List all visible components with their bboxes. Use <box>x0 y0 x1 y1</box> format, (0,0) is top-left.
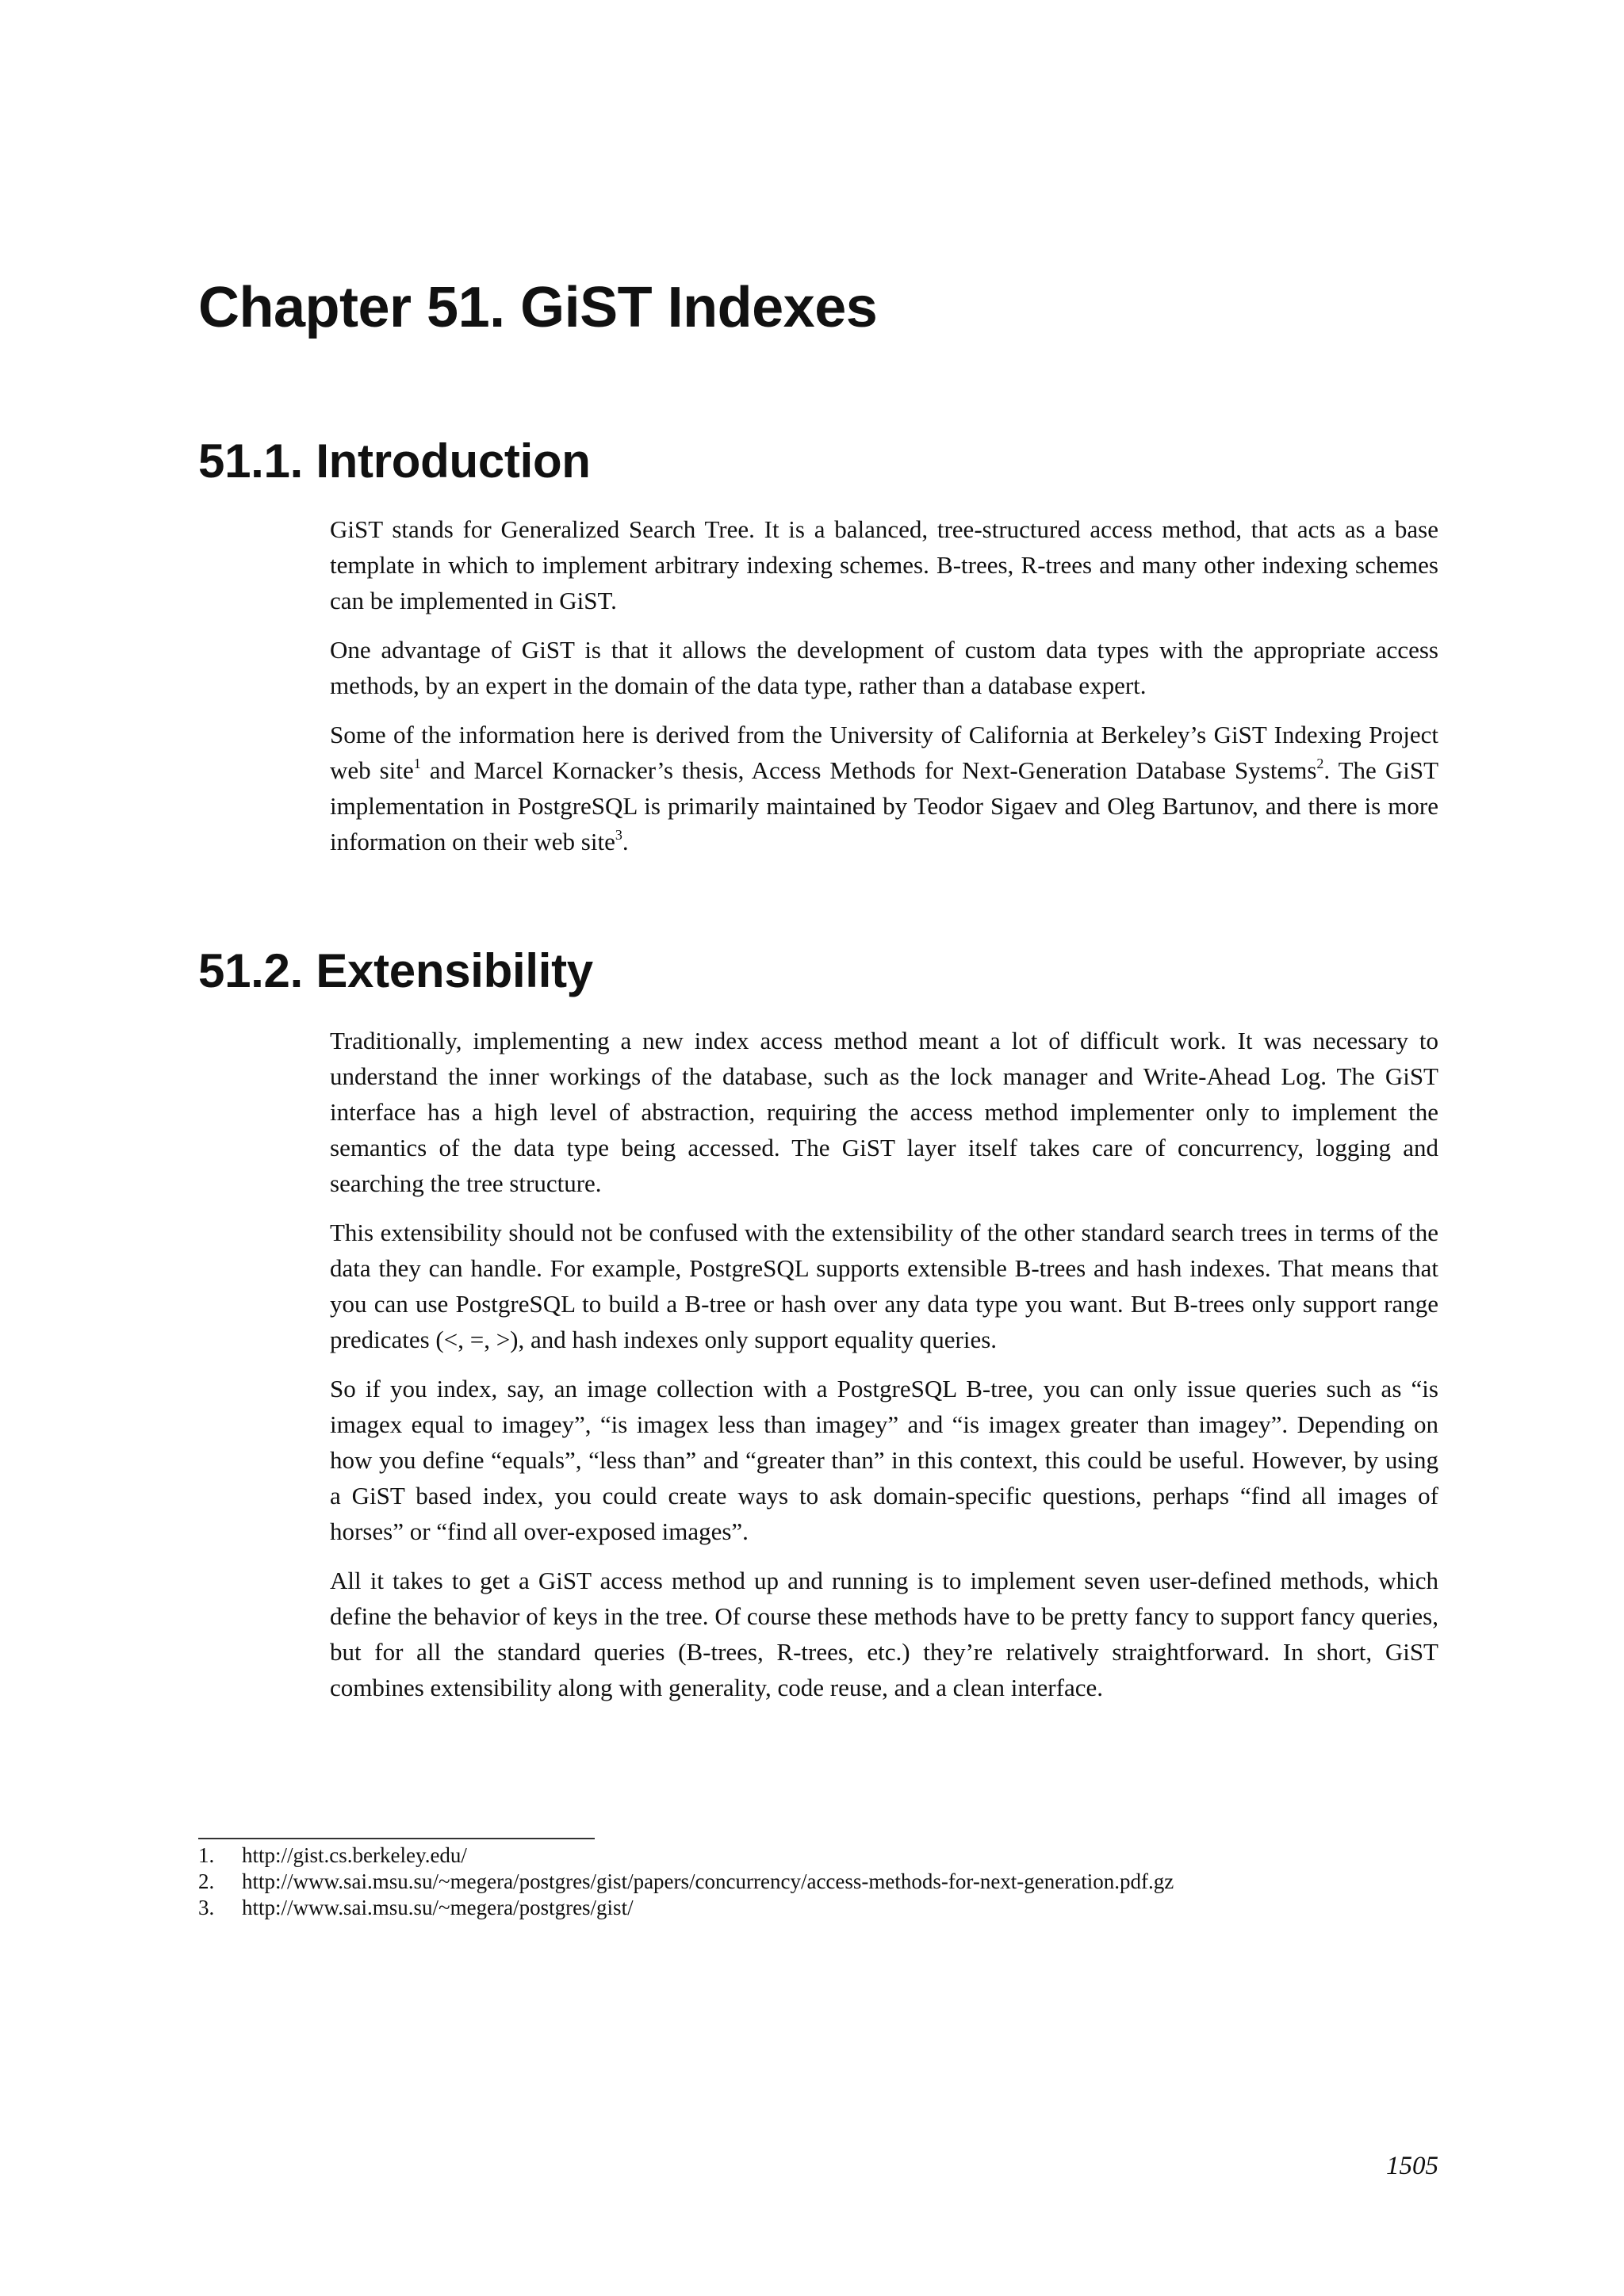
paragraph: So if you index, say, an image collection with a PostgreSQL B-tree, you can only issue queries such as “is imagex equal to imagey”, “is imagex less than imagey” and “is imagex greater than imagey”. Depending on how you define “equals”, “less than” and “greater than” in this context, this could be useful. However, by using a GiST based index, you could create ways to ask domain-specific questions, perhaps “find all images of horses” or “find all over-exposed images”. <box>330 1375 1438 1545</box>
footnote-number: 2. <box>198 1869 215 1893</box>
paragraph: All it takes to get a GiST access method up and running is to implement seven user-defined methods, which define the behavior of keys in the tree. Of course these methods have to be pretty fancy to support fancy queries, but for all the standard queries (B-trees, R-trees, etc.) they’re relatively straightforward. In short, GiST combines extensibility along with generality, code reuse, and a clean interface. <box>330 1567 1438 1701</box>
page-number: 1505 <box>1386 2152 1438 2180</box>
paragraph-text: . The GiST implementation in PostgreSQL is primarily maintained by Teodor Sigaev and Oleg Bartunov, and there is more information on their web site <box>330 756 1438 855</box>
footnote-ref-3[interactable]: 3 <box>615 826 622 843</box>
paragraph: Traditionally, implementing a new index access method meant a lot of difficult work. It was necessary to understand the inner workings of the database, such as the lock manager and Write-Ahead Log. The GiST interface has a high level of abstraction, requiring the access method implementer only to implement the semantics of the data type being accessed. The GiST layer itself takes care of concurrency, logging and searching the tree structure. <box>330 1027 1438 1197</box>
section-title-extensibility: 51.2. Extensibility <box>198 944 593 997</box>
section-body-introduction <box>330 511 1438 873</box>
footnote-item <box>198 1869 1467 1895</box>
paragraph: One advantage of GiST is that it allows the development of custom data types with the appropriate access methods, by an expert in the domain of the data type, rather than a database expert. <box>330 636 1438 699</box>
footnote-link[interactable]: http://www.sai.msu.su/~megera/postgres/gist/papers/concurrency/access-methods-for-next-generation.pdf.gz <box>242 1869 1174 1893</box>
footnote-number: 3. <box>198 1896 215 1919</box>
footnote-item <box>198 1895 1467 1921</box>
footnote-item <box>198 1843 1467 1869</box>
footnote-link[interactable]: http://www.sai.msu.su/~megera/postgres/gist/ <box>242 1896 634 1919</box>
section-body-extensibility <box>330 1023 1438 1719</box>
footnote-list <box>198 1843 1467 1921</box>
footnote-number: 1. <box>198 1843 215 1867</box>
footnote-link[interactable]: http://gist.cs.berkeley.edu/ <box>242 1843 467 1867</box>
paragraph <box>330 717 1438 859</box>
footnote-ref-1[interactable]: 1 <box>413 755 421 771</box>
paragraph-text: . <box>622 828 629 855</box>
paragraph-text: Some of the information here is derived from the University of California at Berkeley’s GiST Indexing Project web site <box>330 721 1438 784</box>
footnote-divider <box>198 1838 595 1839</box>
paragraph-text: and Marcel Kornacker’s thesis, Access Methods for Next-Generation Database Systems <box>420 756 1317 784</box>
chapter-title: Chapter 51. GiST Indexes <box>198 276 878 339</box>
paragraph: This extensibility should not be confused with the extensibility of the other standard search trees in terms of the data they can handle. For example, PostgreSQL supports extensible B-trees and hash indexes. That means that you can use PostgreSQL to build a B-tree or hash over any data type you want. But B-trees only support range predicates (<, =, >), and hash indexes only support equality queries. <box>330 1219 1438 1353</box>
paragraph: GiST stands for Generalized Search Tree. It is a balanced, tree-structured access method, that acts as a base template in which to implement arbitrary indexing schemes. B-trees, R-trees and many other indexing schemes can be implemented in GiST. <box>330 515 1438 614</box>
footnote-ref-2[interactable]: 2 <box>1316 755 1324 771</box>
section-title-introduction: 51.1. Introduction <box>198 434 591 488</box>
